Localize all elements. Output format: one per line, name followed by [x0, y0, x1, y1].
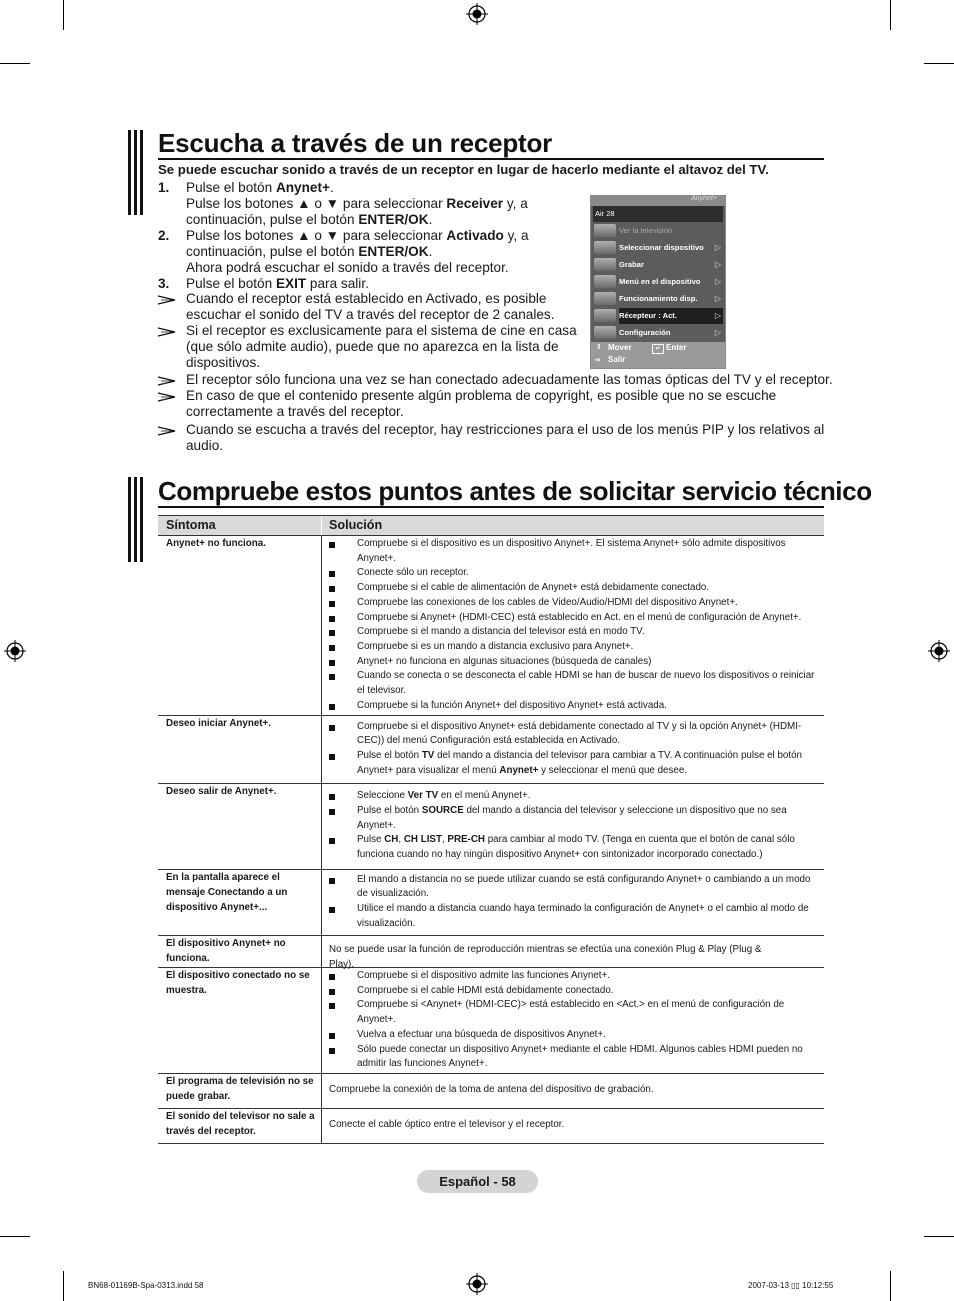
- note-arrow-icon: [157, 390, 177, 402]
- tv-menu-exit: Salir: [608, 355, 626, 364]
- symptom-line: Deseo salir de Anynet+.: [166, 786, 277, 797]
- bullet-icon: [329, 601, 335, 607]
- tv-menu-item-label: Menú en el dispositivo: [619, 277, 701, 286]
- bullet-icon: [329, 878, 335, 884]
- step-line: Pulse los botones ▲ o ▼ para seleccionar Receiver y, a: [186, 196, 528, 211]
- solution-line: Anynet+ no funciona en algunas situaciones (búsqueda de canales): [357, 655, 652, 667]
- chevron-right-icon: ▷: [714, 260, 721, 269]
- column-divider: [321, 715, 322, 783]
- note-line: Cuando el receptor está establecido en Activado, es posible: [186, 291, 547, 306]
- symptom-cell: [166, 968, 316, 998]
- note-arrow-icon: [157, 424, 177, 436]
- step-line: continuación, pulse el botón ENTER/OK.: [186, 244, 433, 259]
- menu-item-icon: [594, 326, 616, 339]
- column-divider: [321, 1073, 322, 1108]
- solution-line: Compruebe si Anynet+ (HDMI-CEC) está establecido en Act. en el menú de configuración de Anynet+.: [357, 611, 802, 623]
- solution-item: [357, 833, 817, 862]
- solution-line: visualización.: [357, 917, 416, 929]
- menu-item-icon: [594, 224, 616, 237]
- note-line: escuchar el sonido del TV a través del receptor de 2 canales.: [186, 307, 555, 322]
- solution-line: Pulse el botón TV del mando a distancia del televisor para cambiar a TV. A continuación pulse el botón: [357, 750, 802, 761]
- bullet-icon: [329, 809, 335, 815]
- section-title: Compruebe estos puntos antes de solicitar servicio técnico: [158, 476, 872, 506]
- solution-line: Seleccione Ver TV en el menú Anynet+.: [357, 790, 531, 802]
- tv-menu-move: Mover: [608, 343, 632, 352]
- tv-menu-item-label: Funcionamiento disp.: [619, 294, 698, 303]
- solution-line: CEC)) del menú Configuración está establecida en Activado.: [357, 735, 621, 747]
- registration-mark-icon: [4, 640, 26, 662]
- table-header-symptom: Síntoma: [158, 515, 321, 535]
- step-line: Ahora podrá escuchar el sonido a través del receptor.: [186, 260, 509, 275]
- solution-line: Anynet+.: [357, 552, 396, 564]
- symptom-cell: [166, 784, 316, 799]
- registration-mark-icon: [466, 1273, 488, 1295]
- solution-line: admitir las funciones Anynet+.: [357, 1058, 488, 1070]
- bullet-icon: [329, 674, 335, 680]
- solution-line: Compruebe las conexiones de los cables de Video/Audio/HDMI del dispositivo Anynet+.: [357, 596, 738, 608]
- symptom-line: El sonido del televisor no sale a: [166, 1111, 315, 1122]
- solution-line: Compruebe si es un mando a distancia exclusivo para Anynet+.: [357, 640, 634, 652]
- file-slug: BN68-01169B-Spa-0313.indd 58: [88, 1281, 204, 1290]
- solution-line: El mando a distancia no se puede utilizar cuando se está configurando Anynet+ o cambiando a un modo: [357, 873, 811, 885]
- section-intro: Se puede escuchar sonido a través de un receptor en lugar de hacerlo mediante el altavoz del TV.: [158, 162, 769, 177]
- solution-line: Compruebe si <Anynet+ (HDMI-CEC)> está establecido en <Act.> en el menú de configuración de: [357, 999, 785, 1011]
- bullet-icon: [329, 616, 335, 622]
- solution-item: [357, 969, 817, 984]
- bullet-icon: [329, 1003, 335, 1009]
- symptom-line: En la pantalla aparece el: [166, 872, 280, 883]
- solution-line: Compruebe si el dispositivo es un dispositivo Anynet+. El sistema Anynet+ sólo admite dispositivos: [357, 538, 786, 549]
- symptom-line: puede grabar.: [166, 1091, 231, 1102]
- tv-menu-screenshot: [590, 195, 726, 369]
- date-slug: 2007-03-13 ▯▯ 10:12:55: [748, 1281, 834, 1290]
- solution-line: Compruebe si el dispositivo admite las funciones Anynet+.: [357, 970, 610, 981]
- chevron-right-icon: ▷: [714, 277, 721, 286]
- bullet-icon: [329, 571, 335, 577]
- symptom-cell: [166, 1109, 316, 1139]
- column-divider: [321, 935, 322, 967]
- solution-item: [357, 902, 817, 931]
- solution-text: Conecte el cable óptico entre el televisor y el receptor.: [329, 1118, 565, 1130]
- note-line: Si el receptor es exclusicamente para el sistema de cine en casa: [186, 323, 577, 338]
- column-divider: [321, 535, 322, 715]
- bullet-icon: [329, 704, 335, 710]
- enter-icon: ↵: [652, 344, 664, 354]
- solution-item: [357, 669, 817, 698]
- tv-menu-item: [619, 240, 723, 256]
- tv-menu-item: [619, 274, 723, 290]
- note-line: (que sólo admite audio), puede que no aparezca en la lista de: [186, 339, 559, 354]
- tv-menu-item-label: Seleccionar dispositivo: [619, 243, 704, 252]
- tv-menu-item-label: Ver la televisión: [619, 226, 673, 235]
- menu-item-icon: [594, 258, 616, 271]
- table-rule: [158, 515, 824, 516]
- bullet-icon: [329, 586, 335, 592]
- tv-menu-channel: Air 28: [593, 206, 723, 222]
- note-line: dispositivos.: [186, 355, 261, 370]
- tv-menu-item-label: Grabar: [619, 260, 644, 269]
- solution-line: Anynet+ para visualizar el menú Anynet+ y seleccionar el menú que desee.: [357, 764, 688, 776]
- solution-item: [357, 720, 817, 749]
- bullet-icon: [329, 542, 335, 548]
- page-number-badge: Español - 58: [417, 1170, 538, 1193]
- solution-item: [357, 873, 817, 902]
- note-line: correctamente a través del receptor.: [186, 404, 404, 419]
- symptom-line: mensaje Conectando a un: [166, 887, 288, 898]
- solution-item: [357, 537, 817, 566]
- chevron-right-icon: ▷: [714, 243, 721, 252]
- solution-line: Compruebe si el dispositivo Anynet+ está debidamente conectado al TV y si la opción Anynet+ (HDMI-: [357, 720, 802, 732]
- solution-item: [357, 655, 817, 670]
- solution-item: [357, 984, 817, 999]
- column-divider: [321, 967, 322, 1073]
- tv-menu-item: [619, 257, 723, 273]
- solution-line: el televisor.: [357, 685, 407, 696]
- solution-line: funciona cuando no hay ningún dispositivo Anynet+ con sintonizador incorporado conectado.): [357, 849, 763, 861]
- symptom-line: dispositivo Anynet+...: [166, 902, 268, 913]
- tv-menu-brand: Anynet+: [691, 195, 717, 202]
- chevron-right-icon: ▷: [714, 311, 721, 320]
- solution-line: Cuando se conecta o se desconecta el cable HDMI se han de buscar de nuevo los dispositivos o reiniciar: [357, 670, 815, 682]
- step-line: Pulse los botones ▲ o ▼ para seleccionar Activado y, a: [186, 228, 529, 243]
- bullet-icon: [329, 660, 335, 666]
- bullet-icon: [329, 907, 335, 913]
- tv-menu-enter: Enter: [666, 343, 687, 352]
- bullet-icon: [329, 989, 335, 995]
- solution-item: [357, 1043, 817, 1072]
- solution-item: [357, 611, 817, 626]
- solution-line: Anynet+.: [357, 1014, 396, 1026]
- solution-line: Pulse el botón SOURCE del mando a distancia del televisor y seleccione un dispositivo que no sea: [357, 804, 787, 816]
- section-marker: [128, 130, 144, 215]
- solution-item: [357, 699, 817, 714]
- symptom-cell: [166, 1074, 316, 1104]
- solution-line: Utilice el mando a distancia cuando haya terminado la configuración de Anynet+ o el cambio al modo de: [357, 903, 809, 914]
- step-number: 1.: [158, 180, 170, 195]
- symptom-line: El dispositivo Anynet+ no: [166, 938, 286, 949]
- section-marker: [128, 477, 144, 562]
- chevron-right-icon: ▷: [714, 294, 721, 303]
- symptom-cell: [166, 936, 316, 966]
- solution-item: [357, 566, 817, 581]
- tv-menu-item: [619, 223, 723, 239]
- symptom-cell: [166, 870, 316, 915]
- solution-item: [357, 596, 817, 611]
- section-rule: [158, 506, 824, 508]
- solution-line: Compruebe si la función Anynet+ del dispositivo Anynet+ está activada.: [357, 699, 667, 711]
- tv-menu-item-label: Récepteur : Act.: [619, 311, 677, 320]
- bullet-icon: [329, 754, 335, 760]
- solution-item: [357, 581, 817, 596]
- note-arrow-icon: [157, 374, 177, 386]
- bullet-icon: [329, 1048, 335, 1054]
- bullet-icon: [329, 645, 335, 651]
- step-line: Pulse el botón EXIT para salir.: [186, 276, 369, 291]
- solution-line: Vuelva a efectuar una búsqueda de dispositivos Anynet+.: [357, 1028, 606, 1040]
- tv-menu-item: [619, 325, 723, 341]
- note-line: audio.: [186, 438, 224, 453]
- column-divider: [321, 1108, 322, 1143]
- tv-menu-item: [619, 308, 723, 324]
- solution-item: [357, 625, 817, 640]
- solution-item: [357, 640, 817, 655]
- symptom-line: funciona.: [166, 953, 210, 964]
- note-line: En caso de que el contenido presente algún problema de copyright, es posible que no se escuche: [186, 388, 777, 403]
- note-line: Cuando se escucha a través del receptor, hay restricciones para el uso de los menús PIP y los relativos al: [186, 422, 825, 437]
- note-arrow-icon: [157, 293, 177, 305]
- section-rule: [158, 158, 824, 160]
- bullet-icon: [329, 838, 335, 844]
- symptom-line: través del receptor.: [166, 1126, 256, 1137]
- table-rule: [158, 1143, 824, 1144]
- solution-item: [357, 804, 817, 833]
- bullet-icon: [329, 630, 335, 636]
- tv-menu-footer: ⇕ Mover ↵ Enter ⇥ Salir: [591, 342, 725, 368]
- solution-text: Compruebe la conexión de la toma de antena del dispositivo de grabación.: [329, 1083, 654, 1095]
- menu-item-icon: [594, 275, 616, 288]
- solution-line: de visualización.: [357, 888, 429, 900]
- solution-line: Pulse CH, CH LIST, PRE-CH para cambiar al modo TV. (Tenga en cuenta que el botón de canal sólo: [357, 834, 795, 846]
- column-divider: [321, 869, 322, 935]
- step-line: continuación, pulse el botón ENTER/OK.: [186, 212, 433, 227]
- chevron-right-icon: ▷: [714, 328, 721, 337]
- note-arrow-icon: [157, 325, 177, 337]
- bullet-icon: [329, 794, 335, 800]
- symptom-cell: [166, 536, 316, 551]
- solution-line: Conecte sólo un receptor.: [357, 567, 469, 579]
- note-line: El receptor sólo funciona una vez se han conectado adecuadamente las tomas ópticas del TV y el receptor.: [186, 372, 833, 387]
- menu-item-icon: [594, 309, 616, 322]
- symptom-line: muestra.: [166, 985, 207, 996]
- symptom-line: El programa de televisión no se: [166, 1076, 314, 1087]
- solution-line: Sólo puede conectar un dispositivo Anynet+ mediante el cable HDMI. Algunos cables HDMI pueden no: [357, 1043, 803, 1055]
- section-title: Escucha a través de un receptor: [158, 128, 553, 158]
- step-number: 2.: [158, 228, 170, 243]
- menu-item-icon: [594, 241, 616, 254]
- symptom-cell: [166, 716, 316, 731]
- solution-item: [357, 749, 817, 778]
- registration-mark-icon: [928, 640, 950, 662]
- solution-line: Compruebe si el cable HDMI está debidamente conectado.: [357, 984, 614, 996]
- solution-text: No se puede usar la función de reproducción mientras se efectúa una conexión Plug & Play (Plug & Play).: [329, 944, 762, 970]
- solution-item: [357, 789, 817, 804]
- bullet-icon: [329, 1033, 335, 1039]
- bullet-icon: [329, 725, 335, 731]
- solution-line: Anynet+.: [357, 819, 396, 831]
- step-number: 3.: [158, 276, 170, 291]
- symptom-line: El dispositivo conectado no se: [166, 970, 310, 981]
- symptom-line: Deseo iniciar Anynet+.: [166, 718, 271, 729]
- exit-icon: ⇥: [594, 357, 600, 364]
- step-line: Pulse el botón Anynet+.: [186, 180, 334, 195]
- column-divider: [321, 783, 322, 869]
- registration-mark-icon: [466, 3, 488, 25]
- menu-item-icon: [594, 292, 616, 305]
- bullet-icon: [329, 974, 335, 980]
- tv-menu-item-label: Configuración: [619, 328, 671, 337]
- symptom-line: Anynet+ no funciona.: [166, 538, 266, 549]
- solution-item: [357, 998, 817, 1027]
- table-header-solution: Solución: [322, 515, 824, 535]
- tv-menu-item: [619, 291, 723, 307]
- solution-line: Compruebe si el cable de alimentación de Anynet+ está debidamente conectado.: [357, 582, 710, 594]
- solution-line: Compruebe si el mando a distancia del televisor está en modo TV.: [357, 626, 645, 638]
- solution-item: [357, 1028, 817, 1043]
